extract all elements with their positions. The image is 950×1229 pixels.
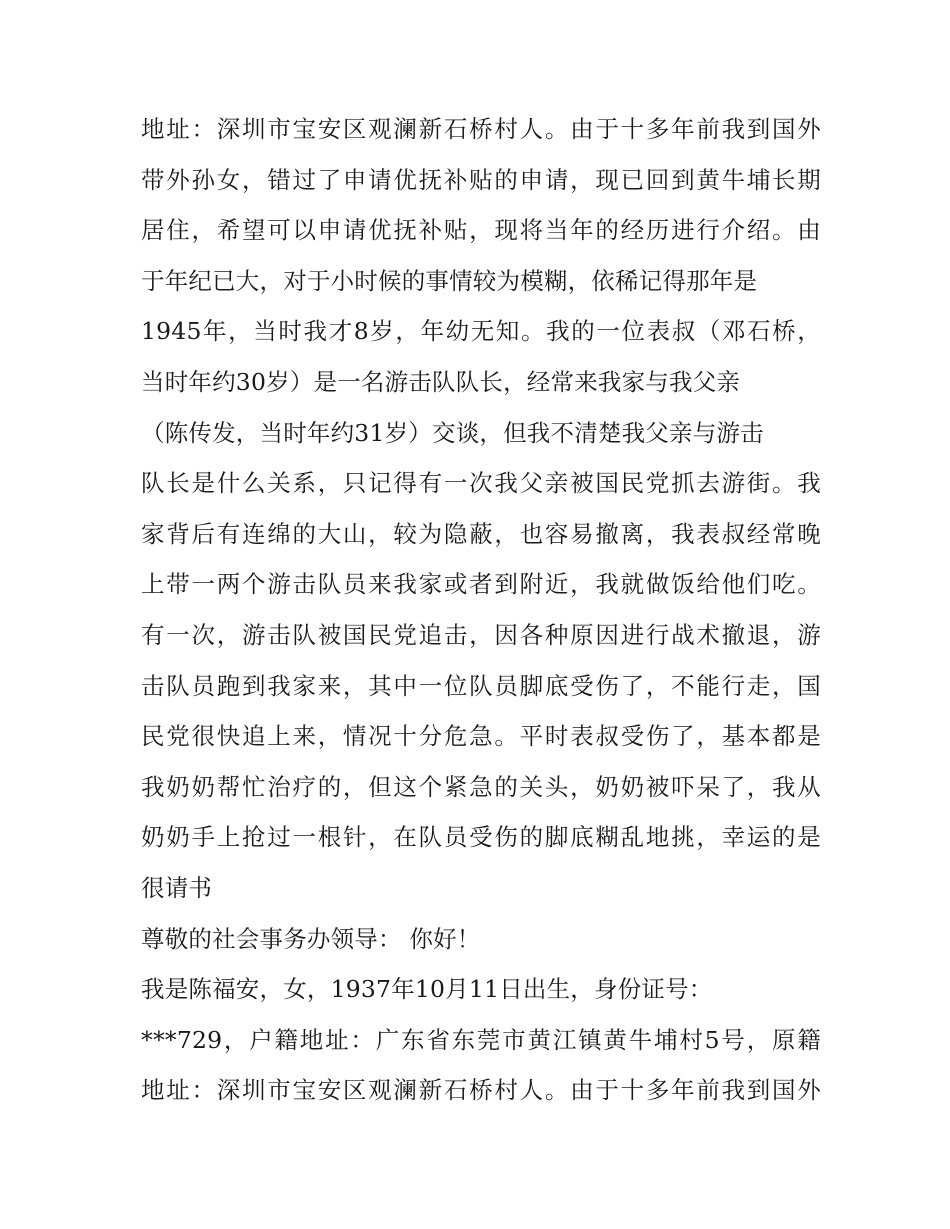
text-line: 地址：深圳市宝安区观澜新石桥村人。由于十多年前我到国外 — [141, 115, 821, 143]
text-line: 当时年约30岁）是一名游击队队长，经常来我家与我父亲 — [141, 367, 741, 396]
text-line: 我是陈福安，女，1937年10月11日出生，身份证号： — [141, 975, 713, 1004]
text-line: 民党很快追上来，情况十分危急。平时表叔受伤了，基本都是 — [141, 722, 821, 751]
text-line: 上带一两个游击队员来我家或者到附近，我就做饭给他们吃。 — [141, 570, 821, 599]
text-line: 奶奶手上抢过一根针，在队员受伤的脚底糊乱地挑，幸运的是 — [141, 823, 821, 852]
text-line: 击队员跑到我家来，其中一位队员脚底受伤了，不能行走，国 — [141, 671, 821, 700]
text-line: 家背后有连绵的大山，较为隐蔽，也容易撤离，我表叔经常晚 — [141, 519, 821, 548]
text-line: 带外孙女，错过了申请优抚补贴的申请，现已回到黄牛埔长期 — [141, 165, 821, 194]
text-line: 1945年，当时我才8岁，年幼无知。我的一位表叔（邓石桥， — [141, 317, 821, 346]
text-line: 地址：深圳市宝安区观澜新石桥村人。由于十多年前我到国外 — [141, 1076, 821, 1105]
text-line: 居住，希望可以申请优抚补贴，现将当年的经历进行介绍。由 — [141, 216, 821, 245]
text-line: ***729，户籍地址：广东省东莞市黄江镇黄牛埔村5号，原籍 — [141, 1025, 821, 1054]
salutation-line: 尊敬的社会事务办领导： 你好！ — [141, 924, 481, 953]
text-line: 于年纪已大，对于小时候的事情较为模糊，依稀记得那年是 — [141, 266, 758, 295]
text-line: （陈传发，当时年约31岁）交谈，但我不清楚我父亲与游击 — [141, 418, 764, 447]
text-line: 很请书 — [141, 873, 213, 902]
text-line: 有一次，游击队被国民党追击，因各种原因进行战术撤退，游 — [141, 620, 821, 649]
text-line: 队长是什么关系，只记得有一次我父亲被国民党抓去游街。我 — [141, 469, 821, 498]
document-body — [141, 104, 821, 1116]
text-line: 我奶奶帮忙治疗的，但这个紧急的关头，奶奶被吓呆了，我从 — [141, 772, 821, 801]
